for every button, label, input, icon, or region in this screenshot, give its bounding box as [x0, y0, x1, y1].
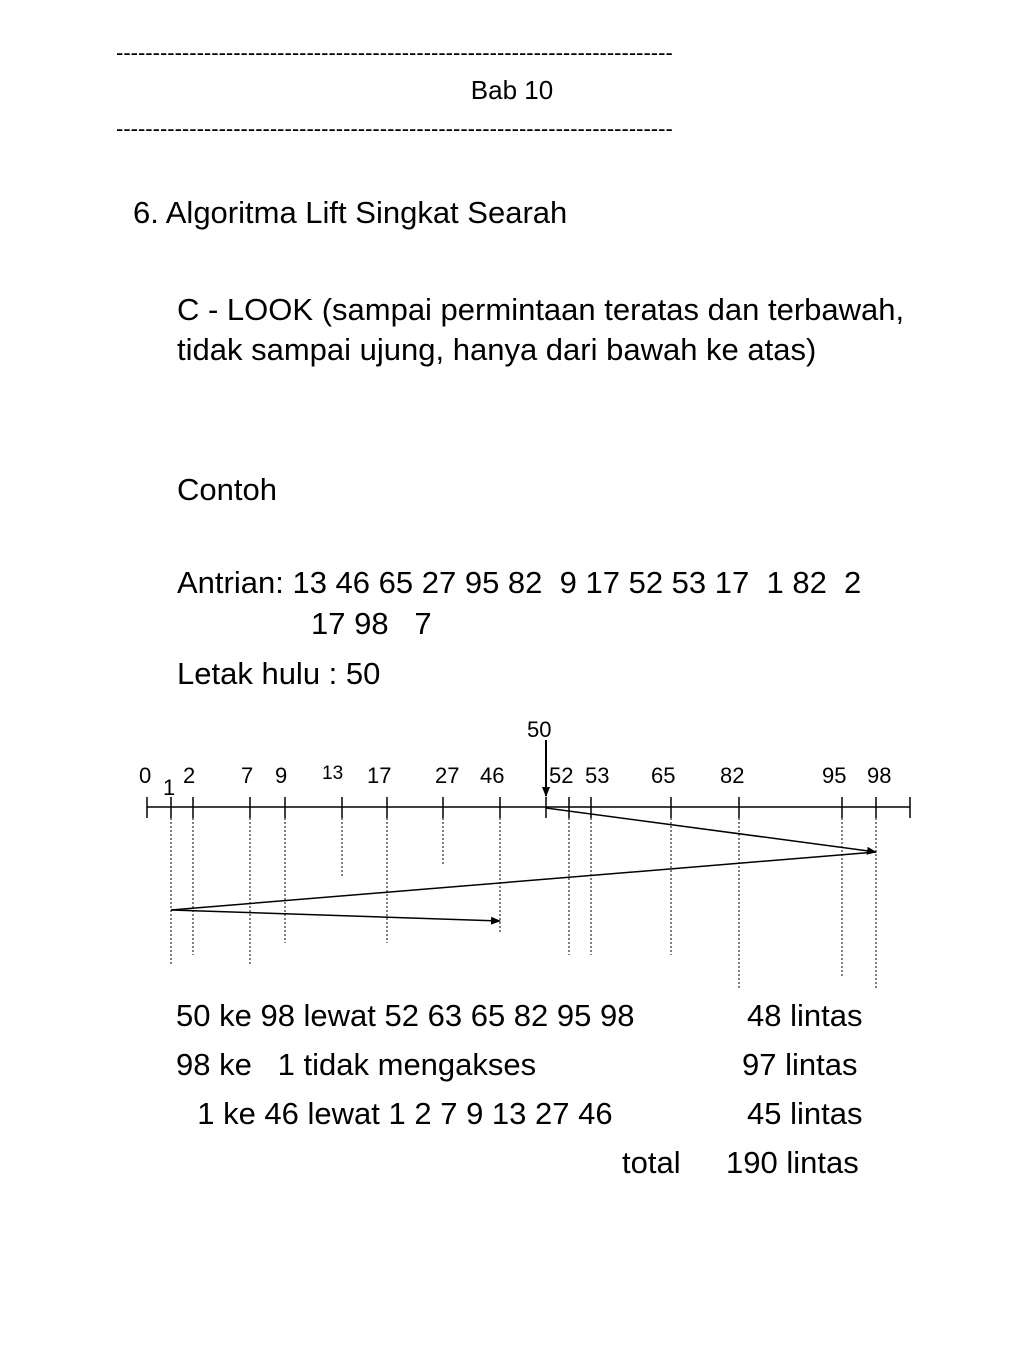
queue-line-2: 17 98 7 — [311, 606, 432, 641]
tick-label-27: 27 — [435, 763, 460, 788]
tick-label-13: 13 — [322, 763, 344, 784]
tick-label-98: 98 — [867, 763, 892, 788]
c-look-diagram — [0, 700, 1024, 990]
header-rule-bottom: ---------------------------------------------------------------------------- — [116, 116, 673, 141]
tick-label-53: 53 — [585, 763, 610, 788]
tick-label-65: 65 — [651, 763, 676, 788]
head-label: 50 — [527, 717, 552, 742]
tick-label-0: 0 — [139, 763, 152, 788]
tick-label-52: 52 — [549, 763, 574, 788]
tick-label-46: 46 — [480, 763, 505, 788]
path-98-to-1 — [171, 852, 876, 910]
chapter-title: Bab 10 — [470, 75, 554, 105]
total-label: total — [622, 1145, 681, 1180]
tick-label-1: 1 — [163, 775, 176, 800]
tick-label-95: 95 — [822, 763, 847, 788]
tick-label-7: 7 — [241, 763, 254, 788]
queue-line-1: Antrian: 13 46 65 27 95 82 9 17 52 53 17 1 82 2 — [177, 565, 862, 600]
result-route-3: 1 ke 46 lewat 1 2 7 9 13 27 46 — [180, 1096, 613, 1131]
header-rule-top: ---------------------------------------------------------------------------- — [116, 40, 673, 65]
tick-label-2: 2 — [183, 763, 196, 788]
tick-label-9: 9 — [275, 763, 288, 788]
result-count-1: 48 lintas — [747, 998, 863, 1033]
section-title: 6. Algoritma Lift Singkat Searah — [133, 195, 568, 230]
example-label: Contoh — [177, 472, 277, 507]
path-1-to-46 — [171, 910, 500, 921]
result-route-2: 98 ke 1 tidak mengakses — [176, 1047, 537, 1082]
tick-label-17: 17 — [367, 763, 392, 788]
request-drop-lines — [171, 818, 876, 990]
tick-label-82: 82 — [720, 763, 745, 788]
algorithm-description: C - LOOK (sampai permintaan teratas dan terbawah, tidak sampai ujung, hanya dari bawah ke atas) — [177, 292, 905, 367]
result-route-1: 50 ke 98 lewat 52 63 65 82 95 98 — [176, 998, 635, 1033]
result-count-3: 45 lintas — [747, 1096, 863, 1131]
total-count: 190 lintas — [726, 1145, 859, 1180]
head-position: Letak hulu : 50 — [177, 656, 381, 691]
result-count-2: 97 lintas — [742, 1047, 858, 1082]
path-50-to-98 — [546, 808, 876, 852]
